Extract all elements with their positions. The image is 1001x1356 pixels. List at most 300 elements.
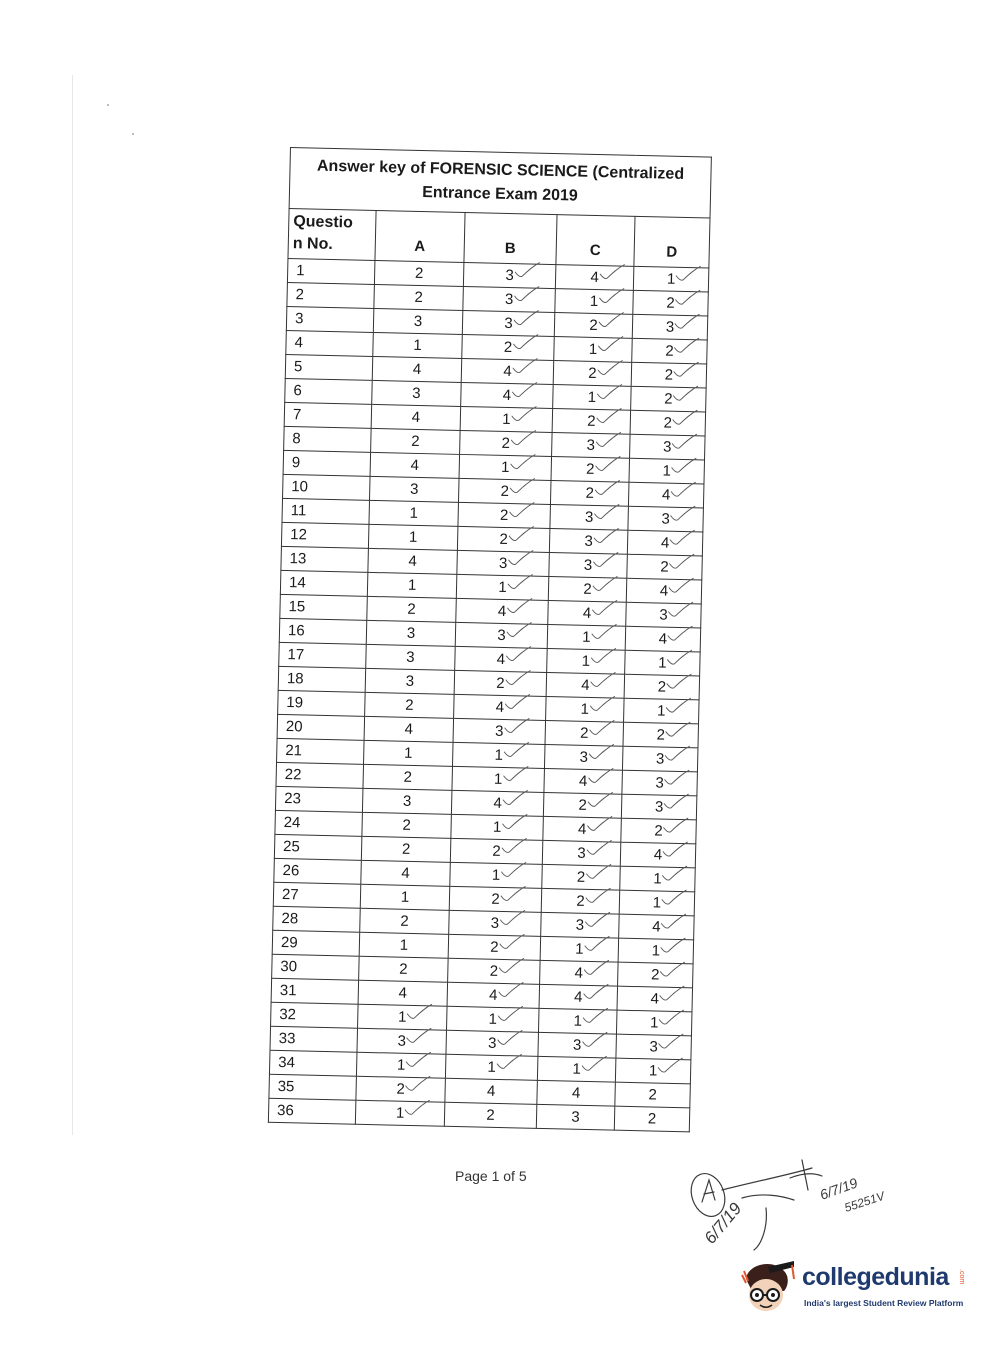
answer-value	[397, 1033, 407, 1050]
answer-cell-c	[538, 1032, 617, 1058]
answer-value	[659, 558, 669, 575]
question-number: 14	[280, 570, 368, 596]
answer-value	[649, 1014, 659, 1031]
question-number: 8	[284, 426, 372, 452]
question-number: 4	[286, 330, 374, 356]
answer-value	[490, 891, 500, 908]
answer-cell-c	[545, 720, 624, 746]
answer-value	[400, 889, 410, 906]
answer-value	[400, 865, 410, 882]
answer-text: 1	[581, 652, 591, 670]
title-line-1: Answer key of FORENSIC SCIENCE (Centralized	[316, 157, 685, 183]
answer-value	[399, 913, 409, 930]
answer-text: 4	[653, 846, 663, 864]
answer-text: 4	[497, 602, 507, 621]
checkmark-icon	[591, 576, 617, 595]
answer-text: 3	[409, 480, 419, 498]
answer-cell-a	[356, 1052, 446, 1078]
answer-value	[406, 601, 416, 618]
answer-value	[660, 511, 670, 528]
answer-rows	[268, 258, 708, 1131]
answer-value	[661, 487, 671, 504]
answer-value	[413, 289, 423, 306]
answer-text: 3	[575, 916, 585, 934]
answer-text: 3	[405, 672, 415, 690]
answer-cell-d	[623, 722, 699, 748]
answer-cell-c	[555, 289, 634, 315]
answer-value	[666, 271, 676, 288]
answer-text: 2	[665, 342, 674, 360]
checkmark-icon	[592, 552, 618, 571]
answer-cell-a	[356, 1076, 446, 1102]
checkmark-icon	[598, 288, 624, 307]
answer-value	[589, 269, 599, 286]
answer-text: 2	[404, 696, 414, 714]
checkmark-icon	[590, 648, 616, 667]
checkmark-icon	[660, 914, 686, 933]
answer-cell-a	[364, 740, 454, 766]
answer-cell-d	[632, 338, 708, 364]
answer-value	[585, 485, 595, 502]
answer-text: 3	[504, 290, 514, 309]
checkmark-icon	[511, 382, 537, 401]
answer-cell-c	[547, 624, 626, 650]
answer-text: 4	[574, 964, 584, 982]
answer-cell-d	[630, 410, 706, 436]
question-number: 13	[281, 546, 369, 572]
answer-text: 2	[589, 316, 598, 335]
answer-value	[494, 723, 504, 740]
answer-value	[665, 295, 675, 312]
checkmark-icon	[661, 866, 687, 885]
brand-name: collegedunia	[802, 1263, 949, 1291]
answer-value	[651, 942, 661, 959]
question-number: 18	[278, 666, 366, 692]
checkmark-icon	[505, 646, 531, 665]
answer-value	[498, 555, 508, 572]
answer-cell-c	[536, 1104, 615, 1130]
answer-text: 4	[582, 604, 592, 622]
checkmark-icon	[502, 790, 528, 809]
answer-cell-b	[448, 934, 541, 960]
answer-value	[650, 990, 660, 1007]
answer-text: 4	[658, 630, 668, 648]
question-number: 2	[287, 282, 375, 308]
question-number: 22	[276, 762, 364, 788]
answer-text: 2	[486, 1106, 495, 1124]
checkmark-icon	[502, 766, 528, 785]
answer-cell-a	[374, 260, 464, 286]
scan-speck	[132, 133, 134, 135]
question-number: 1	[287, 258, 375, 284]
answer-text: 2	[414, 288, 423, 307]
answer-value	[502, 387, 512, 404]
answer-value	[576, 845, 586, 862]
answer-cell-c	[543, 816, 622, 842]
answer-text: 4	[661, 486, 671, 504]
question-number: 6	[285, 378, 373, 404]
answer-text: 2	[414, 264, 424, 283]
answer-cell-b	[449, 886, 542, 912]
answer-cell-c	[550, 505, 629, 531]
signature-date: 6/7/19	[700, 1199, 746, 1248]
checkmark-icon	[405, 1076, 431, 1095]
checkmark-icon	[671, 458, 697, 477]
checkmark-icon	[675, 266, 701, 285]
answer-value	[577, 797, 587, 814]
answer-cell-d	[621, 794, 697, 820]
checkmark-icon	[674, 314, 700, 333]
answer-value	[589, 293, 599, 310]
answer-value	[660, 535, 670, 552]
brand-com: .com	[958, 1269, 965, 1285]
checkmark-icon	[500, 862, 526, 881]
checkmark-icon	[668, 554, 694, 573]
question-number: 19	[278, 690, 366, 716]
answer-value	[488, 987, 498, 1004]
answer-value	[657, 654, 667, 671]
checkmark-icon	[663, 794, 689, 813]
checkmark-icon	[503, 742, 529, 761]
answer-value	[585, 461, 595, 478]
answer-cell-a	[357, 1028, 447, 1054]
checkmark-icon	[589, 696, 615, 715]
answer-value	[658, 630, 668, 647]
header-question-no	[288, 208, 376, 260]
question-number: 12	[281, 522, 369, 548]
checkmark-icon	[501, 814, 527, 833]
answer-cell-d	[614, 1106, 690, 1132]
answer-cell-b	[459, 454, 552, 480]
answer-cell-a	[362, 812, 452, 838]
answer-cell-b	[457, 526, 550, 552]
checkmark-icon	[512, 334, 538, 353]
checkmark-icon	[508, 502, 534, 521]
header-col-b: B	[464, 212, 557, 264]
header-col-a: A	[375, 210, 465, 262]
answer-value	[496, 627, 506, 644]
answer-cell-b	[447, 982, 540, 1008]
answer-text: 2	[579, 724, 589, 742]
checkmark-icon	[582, 984, 608, 1003]
answer-cell-c	[553, 361, 632, 387]
checkmark-icon	[594, 480, 620, 499]
checkmark-icon	[509, 454, 535, 473]
answer-value	[502, 363, 512, 380]
answer-cell-d	[627, 530, 703, 556]
answer-text: 4	[503, 362, 512, 381]
answer-value	[656, 702, 666, 719]
answer-cell-a	[360, 884, 450, 910]
answer-value	[404, 721, 414, 738]
answer-text: 2	[657, 678, 667, 696]
answer-text: 1	[498, 578, 507, 597]
checkmark-icon	[659, 986, 685, 1005]
answer-value	[587, 389, 597, 406]
answer-text: 4	[571, 1084, 581, 1102]
title-line-2: Entrance Exam 2019	[421, 184, 578, 205]
checkmark-icon	[499, 910, 525, 929]
answer-cell-d	[633, 290, 709, 316]
answer-value	[412, 337, 422, 354]
question-number: 10	[283, 474, 371, 500]
table-title	[289, 148, 711, 219]
answer-text: 4	[398, 984, 408, 1002]
answer-cell-c	[537, 1080, 616, 1106]
answer-text: 4	[486, 1082, 496, 1100]
question-number: 25	[274, 834, 362, 860]
checkmark-icon	[665, 722, 691, 741]
question-number: 16	[279, 618, 367, 644]
checkmark-icon	[662, 818, 688, 837]
answer-text: 4	[573, 988, 583, 1006]
checkmark-icon	[595, 432, 621, 451]
answer-value	[409, 505, 419, 522]
answer-text: 2	[499, 506, 509, 525]
checkmark-icon	[584, 888, 610, 907]
answer-cell-c	[544, 744, 623, 770]
answer-text: 3	[490, 914, 500, 932]
checkmark-icon	[404, 1100, 430, 1119]
answer-cell-b	[445, 1054, 538, 1080]
answer-text: 2	[650, 966, 660, 984]
answer-cell-c	[555, 265, 634, 291]
checkmark-icon	[511, 358, 537, 377]
answer-text: 3	[571, 1108, 580, 1126]
answer-text: 3	[584, 532, 593, 550]
answer-text: 2	[647, 1110, 657, 1128]
answer-cell-b	[461, 358, 554, 384]
checkmark-icon	[589, 672, 615, 691]
answer-value	[490, 915, 500, 932]
answer-value	[410, 433, 420, 450]
answer-text: 3	[572, 1036, 582, 1054]
answer-text: 4	[580, 676, 590, 694]
answer-value	[486, 1083, 496, 1100]
checkmark-icon	[406, 1004, 432, 1023]
checkmark-icon	[581, 1056, 607, 1075]
answer-text: 2	[496, 674, 505, 693]
answer-cell-d	[615, 1082, 691, 1108]
answer-cell-a	[367, 596, 457, 622]
answer-value	[583, 557, 593, 574]
answer-cell-b	[449, 910, 542, 936]
answer-cell-a	[358, 980, 448, 1006]
answer-cell-b	[448, 958, 541, 984]
answer-text: 3	[665, 318, 675, 336]
answer-text: 2	[500, 482, 510, 501]
checkmark-icon	[593, 504, 619, 523]
checkmark-icon	[670, 482, 696, 501]
answer-value	[570, 1109, 580, 1126]
answer-cell-a	[369, 500, 459, 526]
answer-cell-d	[617, 986, 693, 1012]
scan-speck	[107, 104, 109, 106]
answer-text: 3	[649, 1038, 659, 1056]
answer-cell-c	[537, 1056, 616, 1082]
question-number: 26	[274, 858, 362, 884]
answer-cell-a	[371, 404, 461, 430]
mascot-icon	[740, 1257, 798, 1315]
answer-text: 4	[404, 720, 414, 738]
answer-text: 1	[403, 744, 413, 762]
answer-cell-d	[618, 938, 694, 964]
question-number: 34	[269, 1050, 357, 1076]
answer-text: 1	[493, 770, 503, 788]
answer-cell-c	[546, 696, 625, 722]
answer-text: 1	[491, 866, 501, 884]
answer-value	[485, 1107, 495, 1124]
answer-cell-b	[454, 670, 547, 696]
answer-text: 1	[397, 1008, 407, 1026]
answer-value	[405, 673, 415, 690]
checkmark-icon	[588, 720, 614, 739]
answer-cell-c	[547, 648, 626, 674]
answer-cell-b	[452, 766, 545, 792]
answer-text: 2	[576, 868, 586, 886]
answer-value	[656, 726, 666, 743]
checkmark-icon	[670, 506, 696, 525]
question-number: 9	[283, 450, 371, 476]
answer-value	[498, 531, 508, 548]
answer-value	[403, 769, 413, 786]
answer-value	[412, 361, 422, 378]
answer-cell-d	[620, 842, 696, 868]
answer-text: 3	[579, 748, 589, 766]
answer-value	[586, 437, 596, 454]
answer-cell-d	[626, 578, 702, 604]
answer-text: 1	[589, 292, 599, 311]
checkmark-icon	[659, 962, 685, 981]
answer-text: 2	[648, 1086, 657, 1104]
answer-text: 4	[410, 456, 420, 475]
answer-text: 2	[401, 840, 411, 858]
answer-cell-d	[627, 554, 703, 580]
answer-value	[486, 1059, 496, 1076]
question-number: 11	[282, 498, 370, 524]
answer-value	[494, 747, 504, 764]
answer-cell-b	[455, 622, 548, 648]
answer-cell-b	[458, 478, 551, 504]
answer-text: 3	[406, 648, 415, 666]
answer-text: 1	[653, 870, 662, 888]
answer-text: 2	[578, 796, 588, 814]
answer-text: 2	[585, 460, 595, 478]
answer-value	[504, 291, 514, 308]
answer-cell-c	[552, 433, 631, 459]
answer-value	[653, 822, 663, 839]
answer-cell-b	[457, 550, 550, 576]
answer-cell-b	[453, 718, 546, 744]
answer-cell-c	[554, 337, 633, 363]
answer-cell-a	[361, 860, 451, 886]
answer-text: 1	[580, 700, 590, 718]
answer-text: 4	[495, 698, 505, 716]
brand-tagline: India's largest Student Review Platform	[804, 1298, 964, 1308]
answer-text: 1	[587, 388, 597, 407]
checkmark-icon	[503, 718, 529, 737]
answer-value	[651, 918, 661, 935]
answer-value	[403, 745, 413, 762]
answer-value	[582, 605, 592, 622]
answer-cell-c	[548, 576, 627, 602]
answer-text: 1	[492, 818, 502, 836]
answer-text: 2	[576, 892, 585, 910]
answer-text: 1	[648, 1062, 658, 1080]
answer-text: 1	[407, 576, 417, 594]
checkmark-icon	[593, 528, 619, 547]
answer-value	[584, 509, 594, 526]
answer-value	[571, 1085, 581, 1102]
answer-text: 3	[412, 384, 421, 403]
answer-text: 2	[664, 366, 674, 384]
answer-value	[664, 343, 674, 360]
answer-value	[501, 411, 511, 428]
answer-value	[491, 867, 501, 884]
answer-value	[574, 941, 584, 958]
answer-value	[587, 365, 597, 382]
answer-text: 4	[401, 864, 410, 882]
answer-cell-d	[632, 314, 708, 340]
checkmark-icon	[591, 600, 617, 619]
checkmark-icon	[673, 338, 699, 357]
checkmark-icon	[586, 816, 612, 835]
checkmark-icon	[497, 1006, 523, 1025]
answer-text: 2	[492, 842, 501, 860]
answer-text: 2	[583, 580, 592, 598]
answer-value	[491, 843, 501, 860]
answer-value	[579, 725, 589, 742]
answer-cell-d	[621, 818, 697, 844]
answer-value	[586, 413, 596, 430]
answer-value	[489, 939, 499, 956]
question-number: 23	[275, 786, 363, 812]
answer-cell-b	[451, 814, 544, 840]
answer-cell-b	[451, 790, 544, 816]
answer-cell-b	[444, 1102, 537, 1128]
answer-cell-d	[628, 482, 704, 508]
answer-text: 1	[488, 1010, 498, 1028]
answer-text: 2	[490, 938, 499, 956]
question-number: 15	[280, 594, 368, 620]
answer-cell-c	[549, 528, 628, 554]
answer-value	[503, 339, 513, 356]
answer-text: 1	[651, 942, 661, 960]
answer-cell-a	[362, 788, 452, 814]
answer-text: 3	[505, 266, 515, 285]
answer-cell-c	[538, 1008, 617, 1034]
answer-text: 4	[650, 990, 660, 1008]
answer-text: 4	[502, 386, 512, 405]
answer-text: 1	[502, 410, 511, 429]
answer-text: 1	[400, 888, 410, 906]
answer-value	[405, 649, 415, 666]
answer-text: 1	[413, 336, 422, 355]
answer-value	[583, 533, 593, 550]
answer-cell-b	[463, 286, 556, 312]
answer-text: 1	[588, 340, 598, 359]
checkmark-icon	[585, 864, 611, 883]
checkmark-icon	[500, 838, 526, 857]
answer-value	[395, 1105, 405, 1122]
answer-cell-d	[620, 866, 696, 892]
answer-value	[409, 481, 419, 498]
answer-text: 2	[407, 600, 416, 618]
answer-cell-a	[366, 644, 456, 670]
answer-value	[496, 651, 506, 668]
answer-cell-d	[630, 434, 706, 460]
answer-value	[662, 463, 672, 480]
